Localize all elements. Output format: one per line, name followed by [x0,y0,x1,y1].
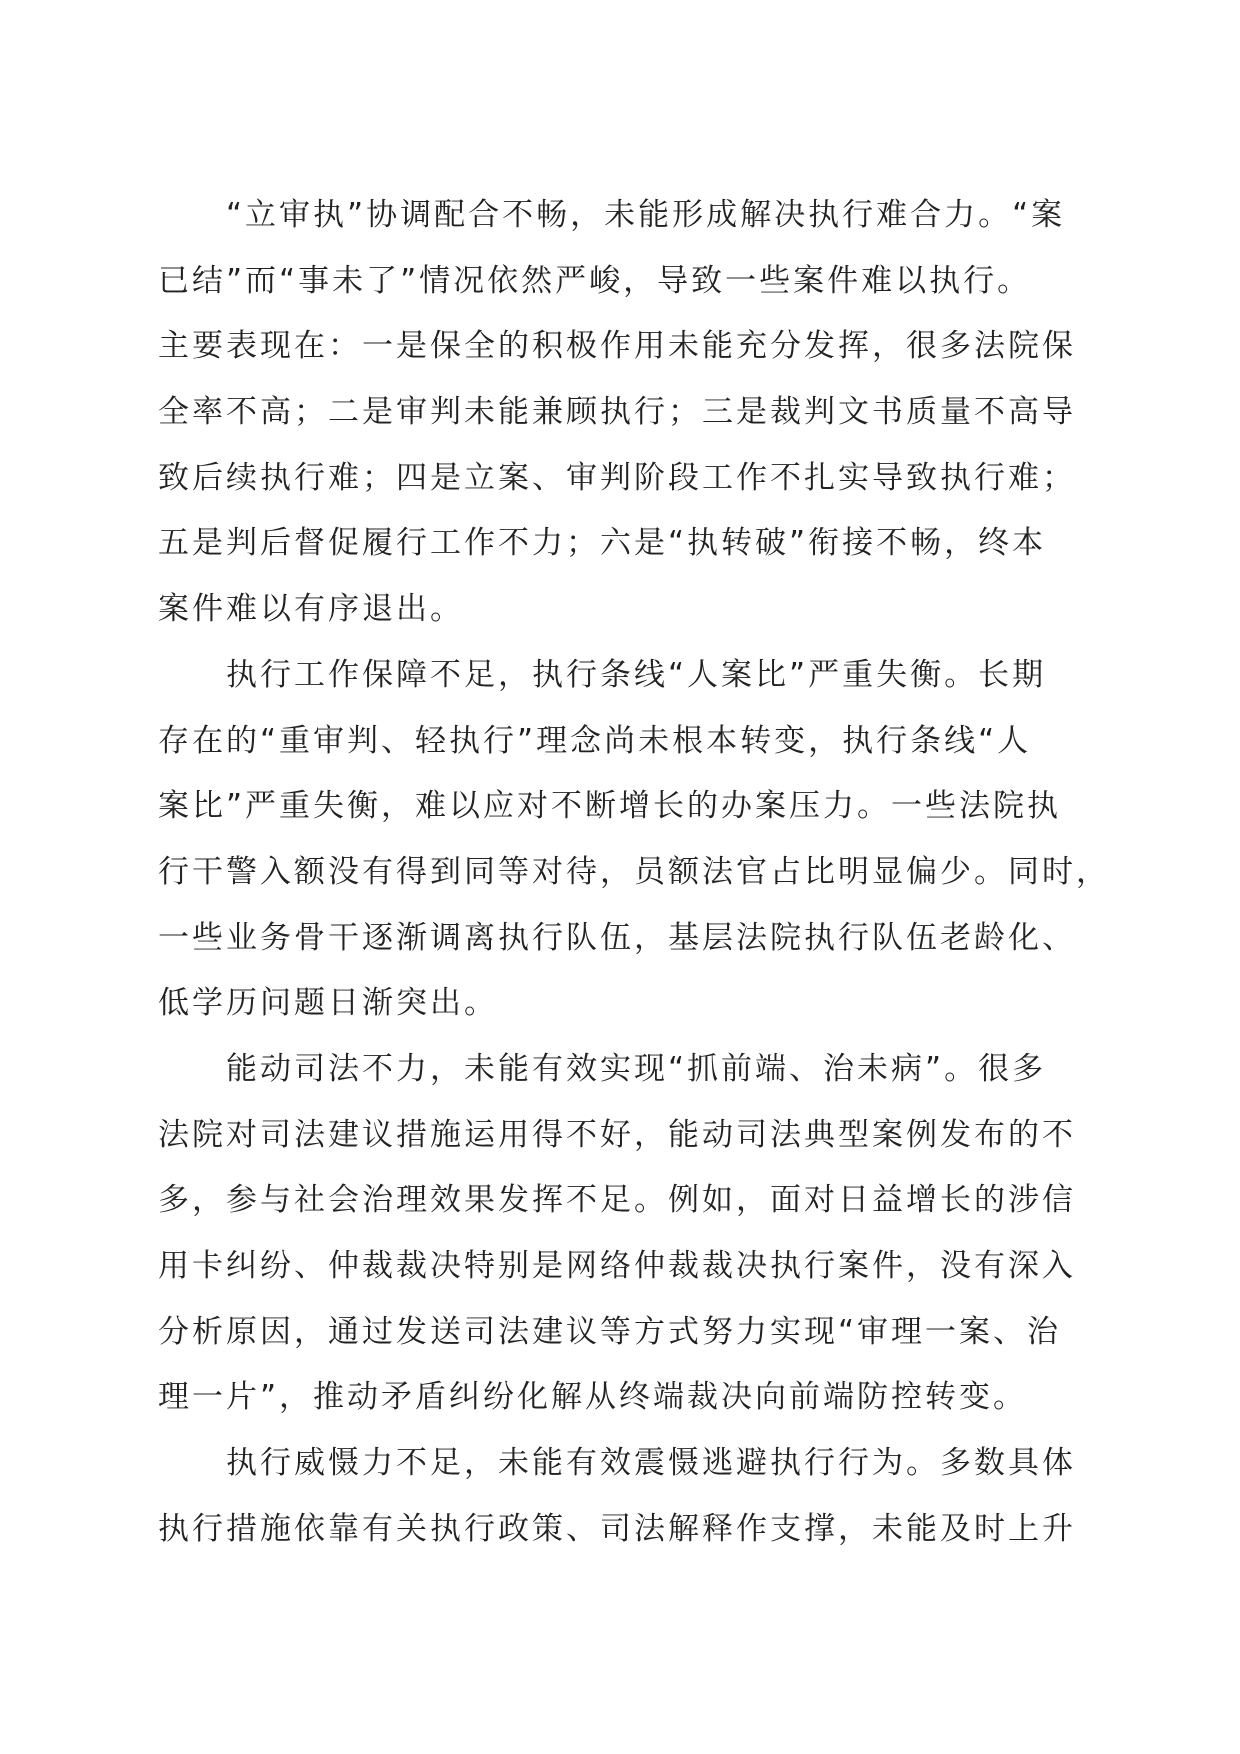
text-line: 低学历问题日渐突出。 [158,985,498,1022]
text-line: 全率不高；二是审判未能兼顾执行；三是裁判文书质量不高导 [158,394,1076,431]
paragraph-4 [158,1431,1078,1562]
document-body [158,183,1110,1562]
text-line: 主要表现在：一是保全的积极作用未能充分发挥，很多法院保 [158,328,1076,365]
paragraph-1 [158,183,1078,643]
text-line: 能动司法不力，未能有效实现“抓前端、治未病”。很多 [226,1050,1047,1087]
text-line: 用卡纠纷、仲裁裁决特别是网络仲裁裁决执行案件，没有深入 [158,1248,1076,1284]
text-line: 已结”而“事未了”情况依然严峻，导致一些案件难以执行。 [158,262,1032,299]
paragraph-2 [158,643,1110,1037]
text-line: 案比”严重失衡，难以应对不断增长的办案压力。一些法院执 [158,788,1062,825]
text-line: 执行威慑力不足，未能有效震慑逃避执行行为。多数具体 [226,1445,1076,1482]
text-line: 执行工作保障不足，执行条线“人案比”严重失衡。长期 [226,656,1047,693]
text-line: 法院对司法建议措施运用得不好，能动司法典型案例发布的不 [158,1116,1076,1153]
text-line: 五是判后督促履行工作不力；六是“执转破”衔接不畅，终本 [158,525,1047,562]
text-line: 致后续执行难；四是立案、审判阶段工作不扎实导致执行难； [158,459,1076,496]
paragraph-3 [158,1037,1078,1431]
text-line: 执行措施依靠有关执行政策、司法解释作支撑，未能及时上升 [158,1510,1076,1547]
text-line: 存在的“重审判、轻执行”理念尚未根本转变，执行条线“人 [158,722,1032,759]
text-line: 分析原因，通过发送司法建议等方式努力实现“审理一案、治 [158,1313,1062,1350]
text-line: 多，参与社会治理效果发挥不足。例如，面对日益增长的涉信 [158,1182,1076,1219]
text-line: 行干警入额没有得到同等对待，员额法官占比明显偏少。同时， [158,853,1110,890]
text-line: “立审执”协调配合不畅，未能形成解决执行难合力。“案 [226,197,1066,233]
text-line: 理一片”，推动矛盾纠纷化解从终端裁决向前端防控转变。 [158,1379,1028,1416]
text-line: 一些业务骨干逐渐调离执行队伍，基层法院执行队伍老龄化、 [158,919,1076,956]
text-line: 案件难以有序退出。 [158,591,464,628]
